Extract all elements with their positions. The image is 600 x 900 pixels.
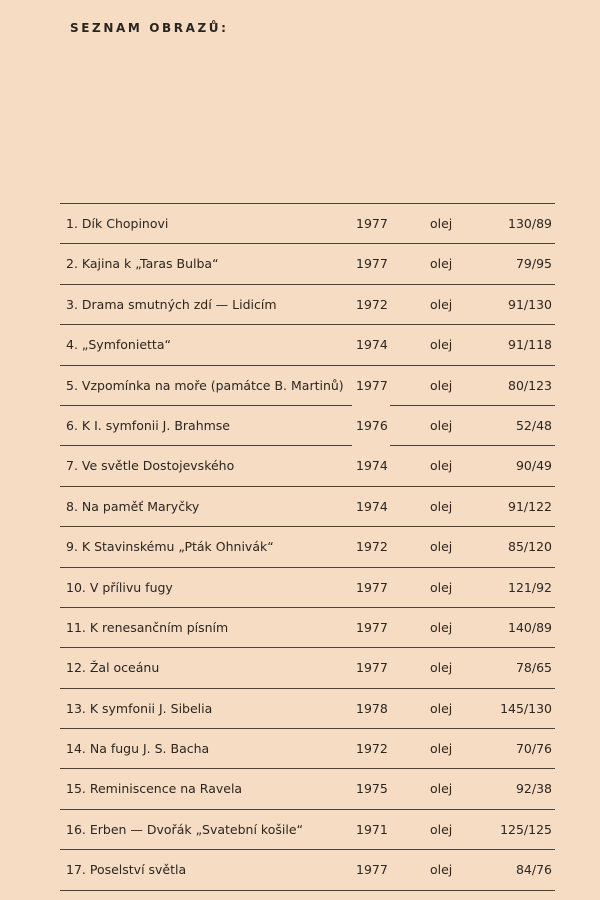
painting-medium: olej	[430, 498, 453, 514]
table-row	[60, 688, 555, 728]
painting-title: 6. K I. symfonii J. Brahmse	[66, 417, 230, 433]
painting-title: 12. Žal oceánu	[66, 660, 160, 676]
painting-medium: olej	[430, 619, 453, 635]
row-divider	[60, 486, 555, 487]
painting-year: 1974	[356, 458, 388, 474]
painting-title: 4. „Symfonietta“	[66, 337, 171, 353]
painting-year: 1974	[356, 498, 388, 514]
painting-medium: olej	[430, 700, 453, 716]
row-divider	[390, 445, 555, 446]
painting-medium: olej	[430, 660, 453, 676]
table-row	[60, 647, 555, 687]
row-divider	[60, 365, 555, 366]
table-row	[60, 768, 555, 808]
painting-medium: olej	[430, 417, 453, 433]
row-divider	[60, 324, 555, 325]
painting-year: 1974	[356, 337, 388, 353]
row-divider	[60, 203, 555, 204]
painting-title: 16. Erben — Dvořák „Svatební košile“	[66, 821, 303, 837]
row-divider	[390, 405, 555, 406]
painting-size: 140/89	[508, 619, 552, 635]
painting-year: 1977	[356, 862, 388, 878]
row-divider	[60, 526, 555, 527]
painting-medium: olej	[430, 296, 453, 312]
painting-size: 92/38	[515, 781, 552, 797]
painting-year: 1971	[356, 821, 388, 837]
table-bottom-rule	[60, 890, 555, 891]
row-divider	[60, 768, 555, 769]
painting-medium: olej	[430, 539, 453, 555]
painting-size: 91/122	[508, 498, 552, 514]
painting-title: 13. K symfonii J. Sibelia	[66, 700, 213, 716]
table-row	[60, 203, 555, 243]
table-row	[60, 324, 555, 364]
painting-size: 79/95	[515, 256, 552, 272]
painting-year: 1978	[356, 700, 388, 716]
painting-year: 1972	[356, 741, 388, 757]
painting-title: 10. V přílivu fugy	[66, 579, 173, 595]
painting-title: 3. Drama smutných zdí — Lidicím	[66, 296, 277, 312]
painting-title: 17. Poselství světla	[66, 862, 187, 878]
table-row	[60, 365, 555, 405]
painting-size: 91/130	[508, 296, 552, 312]
painting-size: 121/92	[508, 579, 552, 595]
table-row	[60, 405, 555, 445]
row-divider	[60, 445, 352, 446]
painting-title: 8. Na paměť Maryčky	[66, 498, 200, 514]
table-row	[60, 243, 555, 283]
painting-size: 52/48	[515, 417, 552, 433]
painting-year: 1972	[356, 539, 388, 555]
painting-medium: olej	[430, 579, 453, 595]
painting-year: 1977	[356, 579, 388, 595]
painting-medium: olej	[430, 377, 453, 393]
painting-size: 70/76	[515, 741, 552, 757]
row-divider	[60, 647, 555, 648]
painting-title: 2. Kajina k „Taras Bulba“	[66, 256, 219, 272]
painting-medium: olej	[430, 458, 453, 474]
painting-medium: olej	[430, 337, 453, 353]
table-row	[60, 526, 555, 566]
painting-title: 5. Vzpomínka na moře (památce B. Martinů)	[66, 377, 344, 393]
painting-year: 1972	[356, 296, 388, 312]
painting-medium: olej	[430, 862, 453, 878]
row-divider	[60, 567, 555, 568]
table-row	[60, 567, 555, 607]
row-divider	[60, 405, 352, 406]
painting-title: 7. Ve světle Dostojevského	[66, 458, 235, 474]
painting-size: 130/89	[508, 216, 552, 231]
painting-title: 9. K Stavinskému „Pták Ohnivák“	[66, 539, 274, 555]
painting-medium: olej	[430, 256, 453, 272]
painting-size: 84/76	[515, 862, 552, 878]
painting-medium: olej	[430, 741, 453, 757]
painting-medium: olej	[430, 781, 453, 797]
row-divider	[60, 849, 555, 850]
table-row	[60, 284, 555, 324]
painting-size: 125/125	[500, 821, 552, 837]
page-title: SEZNAM OBRAZŮ:	[70, 21, 229, 35]
painting-title: 1. Dík Chopinovi	[66, 216, 169, 231]
painting-size: 90/49	[515, 458, 552, 474]
table-row	[60, 849, 555, 889]
painting-title: 14. Na fugu J. S. Bacha	[66, 741, 210, 757]
painting-size: 91/118	[508, 337, 552, 353]
table-row	[60, 728, 555, 768]
painting-title: 15. Reminiscence na Ravela	[66, 781, 243, 797]
row-divider	[60, 688, 555, 689]
table-row	[60, 809, 555, 849]
painting-size: 145/130	[500, 700, 552, 716]
painting-year: 1977	[356, 377, 388, 393]
row-divider	[60, 243, 555, 244]
table-row	[60, 486, 555, 526]
painting-year: 1977	[356, 619, 388, 635]
painting-title: 11. K renesančním písním	[66, 619, 229, 635]
painting-size: 85/120	[508, 539, 552, 555]
painting-medium: olej	[430, 216, 453, 231]
painting-year: 1975	[356, 781, 388, 797]
painting-size: 80/123	[508, 377, 552, 393]
row-divider	[60, 809, 555, 810]
painting-year: 1977	[356, 256, 388, 272]
painting-list-table	[60, 203, 555, 891]
table-row	[60, 607, 555, 647]
row-divider	[60, 728, 555, 729]
table-row	[60, 445, 555, 485]
painting-medium: olej	[430, 821, 453, 837]
row-divider	[60, 284, 555, 285]
painting-size: 78/65	[515, 660, 552, 676]
painting-year: 1977	[356, 660, 388, 676]
painting-year: 1977	[356, 216, 388, 231]
painting-year: 1976	[356, 417, 388, 433]
row-divider	[60, 607, 555, 608]
